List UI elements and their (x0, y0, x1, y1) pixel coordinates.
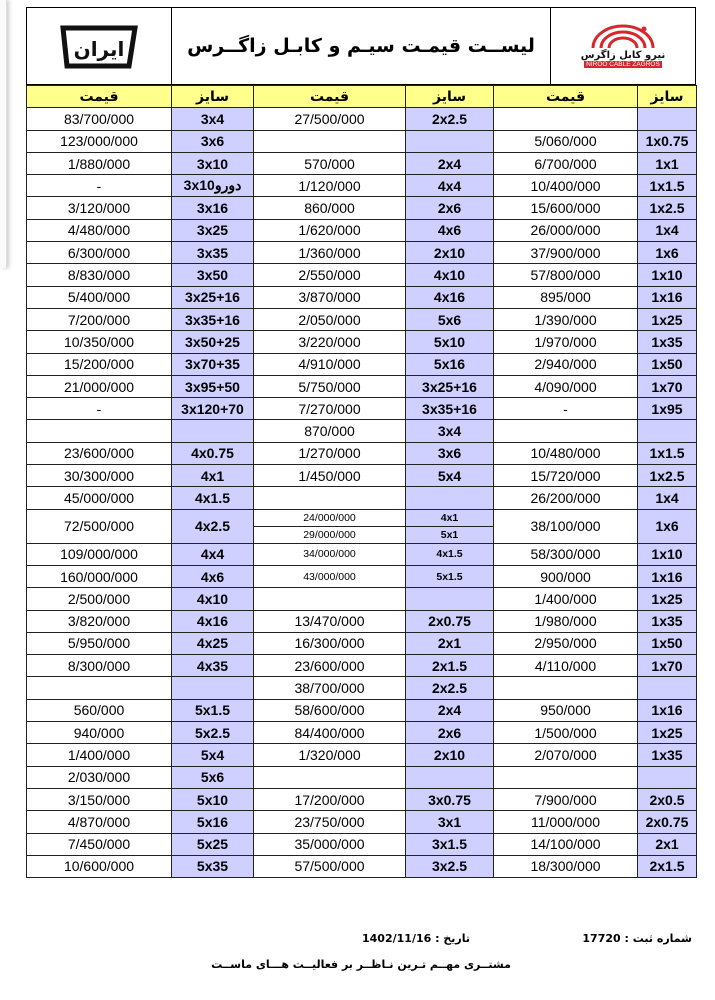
size-cell: 1x2.5 (638, 197, 697, 219)
standard-logo (27, 8, 172, 84)
price-cell: 2/030/000 (27, 766, 172, 788)
size-cell: 5x16 (172, 811, 254, 833)
col2-header-price: قیمت (254, 86, 406, 108)
size-cell: 5x6 (406, 308, 494, 330)
size-cell: 3x25+16 (172, 286, 254, 308)
size-cell: 5x16 (406, 353, 494, 375)
size-cell: 3x25 (172, 219, 254, 241)
size-cell: 4x2.5 (172, 509, 254, 543)
size-cell: 3x120+70 (172, 398, 254, 420)
price-cell: 870/000 (254, 420, 406, 442)
table-row (27, 699, 697, 721)
table-row (27, 264, 697, 286)
table-row (27, 811, 697, 833)
size-cell: 2x6 (406, 722, 494, 744)
price-cell: 26/000/000 (494, 219, 638, 241)
price-cell: 6/700/000 (494, 152, 638, 174)
table-row (27, 420, 697, 442)
size-cell: 1x25 (638, 588, 697, 610)
price-cell: 1/970/000 (494, 331, 638, 353)
size-cell: 3x4 (172, 108, 254, 130)
table-row (27, 353, 697, 375)
size-cell: 5x4 (172, 744, 254, 766)
table-row (27, 677, 697, 699)
footer-info (26, 932, 696, 954)
price-cell: 5/060/000 (494, 130, 638, 152)
size-cell: 2x10 (406, 242, 494, 264)
price-cell (27, 420, 172, 442)
size-cell: 2x0.75 (406, 610, 494, 632)
price-cell: 34/000/000 (254, 543, 406, 565)
size-cell: 1x70 (638, 655, 697, 677)
size-cell: 4x16 (172, 610, 254, 632)
price-cell: 4/090/000 (494, 375, 638, 397)
size-cell: 4x4 (406, 175, 494, 197)
size-cell: 4x6 (172, 565, 254, 587)
size-cell: 2x1 (406, 632, 494, 654)
price-cell: 2/050/000 (254, 308, 406, 330)
size-cell: 2x0.75 (638, 811, 697, 833)
size-cell (406, 588, 494, 610)
price-cell: 10/480/000 (494, 442, 638, 464)
col3-header-size: سایز (172, 86, 254, 108)
header (26, 7, 696, 85)
price-cell: 2/500/000 (27, 588, 172, 610)
size-cell: 3x35 (172, 242, 254, 264)
price-cell: 560/000 (27, 699, 172, 721)
table-row (27, 86, 697, 108)
size-cell: 4x25 (172, 632, 254, 654)
price-cell: 26/200/000 (494, 487, 638, 509)
price-cell: 1/880/000 (27, 152, 172, 174)
table-row (27, 398, 697, 420)
price-cell: 109/000/000 (27, 543, 172, 565)
price-cell: 38/700/000 (254, 677, 406, 699)
table-row (27, 308, 697, 330)
brand-name: نیرو کابل زاگرس (580, 50, 666, 61)
price-cell: 4/110/000 (494, 655, 638, 677)
size-cell: 3x6 (172, 130, 254, 152)
table-row (27, 331, 697, 353)
price-cell: 21/000/000 (27, 375, 172, 397)
table-row (27, 175, 697, 197)
price-cell (254, 766, 406, 788)
size-cell: 2x4 (406, 152, 494, 174)
size-cell: 4x1.5 (406, 543, 494, 565)
price-cell: 27/500/000 (254, 108, 406, 130)
page-title: لیســت قیمـت سیـم و کابـل زاگــرس (187, 35, 535, 57)
size-cell: 5x1 (406, 526, 494, 543)
price-cell: 2/950/000 (494, 632, 638, 654)
table-row (27, 655, 697, 677)
price-cell: 1/120/000 (254, 175, 406, 197)
size-cell: 3x0.75 (406, 788, 494, 810)
price-cell: 2/550/000 (254, 264, 406, 286)
size-cell: 4x4 (172, 543, 254, 565)
size-cell: 1x95 (638, 398, 697, 420)
table-row (27, 442, 697, 464)
price-cell: 15/200/000 (27, 353, 172, 375)
size-cell: 5x1.5 (406, 565, 494, 587)
price-cell: 38/100/000 (494, 509, 638, 543)
price-cell: 58/600/000 (254, 699, 406, 721)
price-cell (494, 108, 638, 130)
price-cell: 72/500/000 (27, 509, 172, 543)
price-cell: 11/000/000 (494, 811, 638, 833)
size-cell: 4x1.5 (172, 487, 254, 509)
size-cell: 1x1.5 (638, 175, 697, 197)
size-cell: 3x4 (406, 420, 494, 442)
table-row (27, 242, 697, 264)
size-cell: 3x50 (172, 264, 254, 286)
size-cell: 1x6 (638, 242, 697, 264)
price-cell: 23/600/000 (27, 442, 172, 464)
table-row (27, 766, 697, 788)
price-cell: 1/320/000 (254, 744, 406, 766)
size-cell: 3x1 (406, 811, 494, 833)
price-cell: 1/500/000 (494, 722, 638, 744)
size-cell: 4x6 (406, 219, 494, 241)
price-cell (254, 130, 406, 152)
price-sheet (26, 7, 696, 878)
size-cell: 1x35 (638, 331, 697, 353)
size-cell: 4x0.75 (172, 442, 254, 464)
price-cell: 2/070/000 (494, 744, 638, 766)
size-cell: 1x50 (638, 632, 697, 654)
size-cell: 1x16 (638, 699, 697, 721)
size-cell: 1x10 (638, 543, 697, 565)
price-cell: - (494, 398, 638, 420)
price-cell: 24/000/000 (254, 509, 406, 526)
price-table (26, 85, 697, 878)
size-cell (406, 130, 494, 152)
price-cell: 940/000 (27, 722, 172, 744)
size-cell: 5x10 (406, 331, 494, 353)
price-cell: 43/000/000 (254, 565, 406, 587)
price-cell: 5/950/000 (27, 632, 172, 654)
table-row (27, 130, 697, 152)
registration-number: شماره ثبت : 17720 (582, 932, 692, 945)
price-cell: 7/900/000 (494, 788, 638, 810)
size-cell: 5x2.5 (172, 722, 254, 744)
size-cell: 4x10 (406, 264, 494, 286)
size-cell (638, 766, 697, 788)
size-cell: 5x4 (406, 465, 494, 487)
price-cell: 1/450/000 (254, 465, 406, 487)
table-row (27, 855, 697, 877)
size-cell (406, 766, 494, 788)
price-cell: 10/350/000 (27, 331, 172, 353)
table-row (27, 375, 697, 397)
price-cell: 23/750/000 (254, 811, 406, 833)
table-row (27, 152, 697, 174)
size-cell (638, 677, 697, 699)
price-cell: 570/000 (254, 152, 406, 174)
price-cell: 57/500/000 (254, 855, 406, 877)
size-cell: 1x35 (638, 610, 697, 632)
price-cell: 8/830/000 (27, 264, 172, 286)
price-cell: 7/270/000 (254, 398, 406, 420)
size-cell: 1x25 (638, 308, 697, 330)
brand-logo (550, 8, 695, 84)
size-cell: 1x4 (638, 219, 697, 241)
size-cell: 1x4 (638, 487, 697, 509)
price-cell: 4/910/000 (254, 353, 406, 375)
size-cell (406, 487, 494, 509)
price-cell: - (27, 398, 172, 420)
price-cell (254, 588, 406, 610)
col2-header-size: سایز (406, 86, 494, 108)
price-cell: 15/720/000 (494, 465, 638, 487)
table-row (27, 833, 697, 855)
price-cell: 10/400/000 (494, 175, 638, 197)
size-cell: 3x50+25 (172, 331, 254, 353)
table-row (27, 465, 697, 487)
price-cell: 17/200/000 (254, 788, 406, 810)
price-cell: 3/150/000 (27, 788, 172, 810)
size-cell: 2x2.5 (406, 677, 494, 699)
size-cell: 1x35 (638, 744, 697, 766)
size-cell: 1x2.5 (638, 465, 697, 487)
price-cell: 950/000 (494, 699, 638, 721)
size-cell: 2x6 (406, 197, 494, 219)
price-cell: 3/870/000 (254, 286, 406, 308)
size-cell: 2x0.5 (638, 788, 697, 810)
brand-waves-icon (588, 24, 658, 50)
price-cell: 2/940/000 (494, 353, 638, 375)
price-cell (494, 420, 638, 442)
price-cell: 13/470/000 (254, 610, 406, 632)
table-row (27, 588, 697, 610)
size-cell: 2x1.5 (406, 655, 494, 677)
table-row (27, 722, 697, 744)
price-cell: 3/220/000 (254, 331, 406, 353)
table-row (27, 788, 697, 810)
price-cell: 7/200/000 (27, 308, 172, 330)
size-cell: 1x16 (638, 286, 697, 308)
price-cell: 6/300/000 (27, 242, 172, 264)
page-edge-shadow (0, 0, 7, 268)
size-cell: 3x10 (172, 152, 254, 174)
size-cell: 3x2.5 (406, 855, 494, 877)
size-cell (638, 420, 697, 442)
price-cell (494, 677, 638, 699)
size-cell: 1x25 (638, 722, 697, 744)
table-row (27, 509, 697, 526)
size-cell: 5x25 (172, 833, 254, 855)
size-cell: 1x10 (638, 264, 697, 286)
size-cell: 1x6 (638, 509, 697, 543)
size-cell: 1x1.5 (638, 442, 697, 464)
price-cell: 29/000/000 (254, 526, 406, 543)
col1-header-size: سایز (638, 86, 697, 108)
size-cell: 2x1 (638, 833, 697, 855)
size-cell: 4x16 (406, 286, 494, 308)
table-row (27, 219, 697, 241)
table-row (27, 565, 697, 587)
price-cell: 58/300/000 (494, 543, 638, 565)
standard-mark-icon (57, 20, 141, 72)
price-cell: 84/400/000 (254, 722, 406, 744)
table-row (27, 487, 697, 509)
price-cell: 1/980/000 (494, 610, 638, 632)
size-cell: 4x1 (406, 509, 494, 526)
table-row (27, 543, 697, 565)
size-cell: 2x2.5 (406, 108, 494, 130)
price-cell: 23/600/000 (254, 655, 406, 677)
size-cell: 3x16 (172, 197, 254, 219)
size-cell: 5x35 (172, 855, 254, 877)
price-cell: 16/300/000 (254, 632, 406, 654)
size-cell: 5x10 (172, 788, 254, 810)
price-cell: 30/300/000 (27, 465, 172, 487)
price-cell: 15/600/000 (494, 197, 638, 219)
price-cell: 1/400/000 (27, 744, 172, 766)
size-cell: 4x10 (172, 588, 254, 610)
price-cell: 3/120/000 (27, 197, 172, 219)
table-row (27, 610, 697, 632)
svg-text:ایران: ایران (73, 37, 125, 61)
price-cell: 1/400/000 (494, 588, 638, 610)
size-cell: 3x95+50 (172, 375, 254, 397)
price-cell: 900/000 (494, 565, 638, 587)
size-cell: 3x35+16 (172, 308, 254, 330)
price-cell: 4/480/000 (27, 219, 172, 241)
size-cell: 3x6 (406, 442, 494, 464)
price-cell: 123/000/000 (27, 130, 172, 152)
price-cell: 35/000/000 (254, 833, 406, 855)
size-cell: 1x70 (638, 375, 697, 397)
size-cell: 1x50 (638, 353, 697, 375)
price-cell: 1/270/000 (254, 442, 406, 464)
size-cell: 1x1 (638, 152, 697, 174)
size-cell: 3x10دورو (172, 175, 254, 197)
price-cell: 4/870/000 (27, 811, 172, 833)
size-cell: 3x25+16 (406, 375, 494, 397)
price-cell: 45/000/000 (27, 487, 172, 509)
size-cell: 2x1.5 (638, 855, 697, 877)
price-cell: 10/600/000 (27, 855, 172, 877)
price-cell (27, 677, 172, 699)
col1-header-price: قیمت (494, 86, 638, 108)
price-date: تاریخ : 1402/11/16 (362, 932, 470, 945)
price-cell: 7/450/000 (27, 833, 172, 855)
table-row (27, 197, 697, 219)
table-row (27, 744, 697, 766)
size-cell: 3x1.5 (406, 833, 494, 855)
price-cell: 1/360/000 (254, 242, 406, 264)
size-cell: 4x1 (172, 465, 254, 487)
size-cell (172, 420, 254, 442)
price-cell: 1/620/000 (254, 219, 406, 241)
price-cell: - (27, 175, 172, 197)
size-cell (638, 108, 697, 130)
size-cell: 4x35 (172, 655, 254, 677)
price-cell: 3/820/000 (27, 610, 172, 632)
price-cell: 8/300/000 (27, 655, 172, 677)
size-cell: 5x1.5 (172, 699, 254, 721)
size-cell: 3x70+35 (172, 353, 254, 375)
table-row (27, 286, 697, 308)
size-cell: 3x35+16 (406, 398, 494, 420)
price-cell: 5/400/000 (27, 286, 172, 308)
price-cell: 14/100/000 (494, 833, 638, 855)
table-row (27, 108, 697, 130)
size-cell (172, 677, 254, 699)
size-cell: 1x0.75 (638, 130, 697, 152)
price-cell (494, 766, 638, 788)
size-cell: 2x4 (406, 699, 494, 721)
price-cell: 895/000 (494, 286, 638, 308)
table-row (27, 632, 697, 654)
size-cell: 1x16 (638, 565, 697, 587)
price-cell: 57/800/000 (494, 264, 638, 286)
size-cell: 5x6 (172, 766, 254, 788)
size-cell: 2x10 (406, 744, 494, 766)
brand-name-en: NIROO CABLE ZAGROS (586, 61, 660, 68)
price-cell: 83/700/000 (27, 108, 172, 130)
price-cell: 1/390/000 (494, 308, 638, 330)
price-cell: 160/000/000 (27, 565, 172, 587)
price-cell (254, 487, 406, 509)
slogan: مشتــری مهــم تـرین نـاظــر بر فعالیــت هـــای ماســت (211, 958, 511, 971)
price-cell: 18/300/000 (494, 855, 638, 877)
price-table-body (27, 86, 697, 878)
price-cell: 5/750/000 (254, 375, 406, 397)
price-cell: 860/000 (254, 197, 406, 219)
col3-header-price: قیمت (27, 86, 172, 108)
price-cell: 37/900/000 (494, 242, 638, 264)
